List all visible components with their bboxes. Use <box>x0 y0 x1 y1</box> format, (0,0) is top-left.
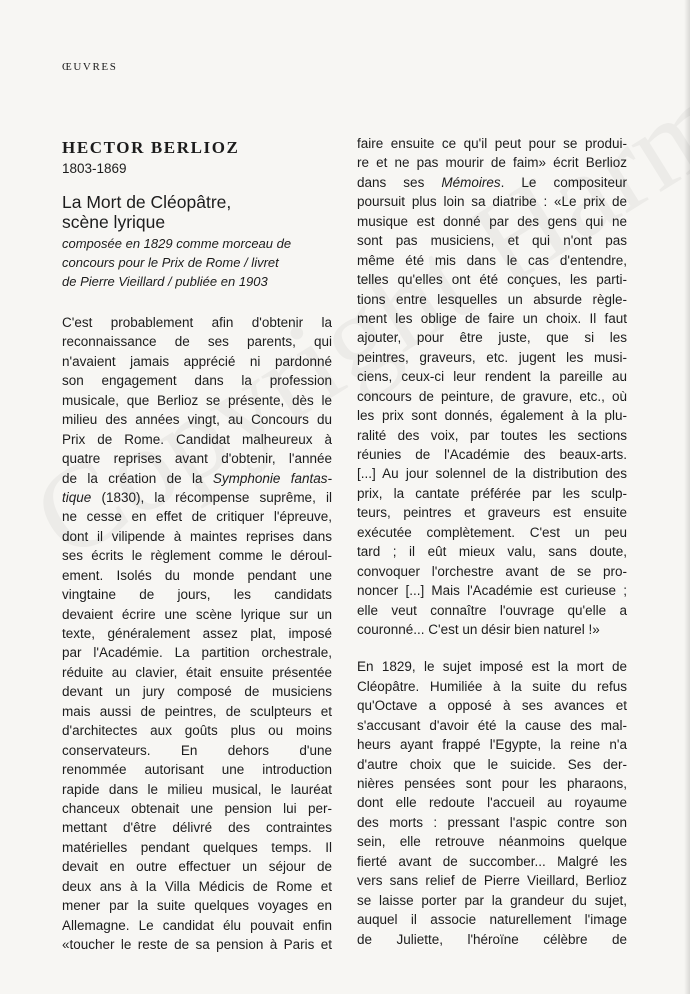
text-line: exécutée complètement. C'est un peu <box>357 524 627 540</box>
text-line: mettant d'être délivré des contraintes <box>62 820 332 836</box>
text-line: matérielles pendant quelques temps. Il <box>62 839 332 855</box>
composer-name: HECTOR BERLIOZ <box>62 138 240 157</box>
body-text-left <box>62 313 332 954</box>
text-line: par l'Académie. La partition orchestrale, <box>62 645 332 661</box>
text-line: concours de peinture, de gravure, etc., où <box>357 388 627 404</box>
text-line: heurs ayant frappé l'Egypte, la reine n'a <box>357 737 627 753</box>
work-title-line: scène lyrique <box>62 212 166 232</box>
body-text-right-paragraph-1 <box>357 134 627 639</box>
text-line: dont elle redoute l'accueil au royaume <box>357 795 627 811</box>
text-line: même été mis dans le cas d'entendre, <box>357 252 627 268</box>
work-title-line: La Mort de Cléopâtre, <box>62 192 232 212</box>
text-line: C'est probablement afin d'obtenir la <box>62 315 332 330</box>
text-line: musicale, que Berlioz se présente, dès le <box>62 392 332 408</box>
text-line: les prix sont donnés, également à la plu- <box>357 408 627 424</box>
text-line: ment les oblige de faire un choix. Il faut <box>357 310 627 326</box>
text-line: conservateurs. En dehors d'une <box>62 742 332 758</box>
text-line: renommée autorisant une introduction <box>62 762 332 778</box>
text-line: devait en outre effectuer un séjour de <box>62 859 332 875</box>
paragraph-gap <box>357 639 627 657</box>
text-line: réunies de l'Académie des beaux-arts. <box>357 447 627 462</box>
text-line: ciens, ceux-ci leur rendent la pareille au <box>357 369 627 385</box>
text-line: dont il vilipende à maintes reprises dans <box>62 528 332 544</box>
text-line: vers sans relief de Pierre Vieillard, Berlioz <box>357 873 627 889</box>
text-line: devant un jury composé de musiciens <box>62 684 332 700</box>
text-line: couronné... C'est un désir bien naturel !» <box>357 621 600 637</box>
text-line: fierté avant de succomber... Malgré les <box>357 853 627 869</box>
text-line: qu'Octave a opposé à ses avances et <box>357 698 627 714</box>
text-line: devaient écrire une scène lyrique sur un <box>62 606 332 622</box>
text-line: Cléopâtre. Humiliée à la suite du refus <box>357 678 627 694</box>
text-line: tions entre lesquelles un absurde règle- <box>357 291 627 307</box>
text-line: sein, elle retrouve néanmoins quelque <box>357 834 627 850</box>
text-line: ralité des voix, par toutes les sections <box>357 427 627 443</box>
text-line: peintres, graveurs, etc. jugent les musi- <box>357 349 627 365</box>
text-line: reconnaissance de ses parents, qui <box>62 334 332 350</box>
text-line: auquel il associe naturellement l'image <box>357 912 627 928</box>
text-line: poursuit plus loin sa diatribe : «Le prix de <box>357 194 627 210</box>
text-line: tard ; il eût mieux valu, sans doute, <box>357 544 627 560</box>
section-label: ŒUVRES <box>62 61 118 73</box>
text-line: ajouter, pour être juste, que si les <box>357 330 627 346</box>
text-line: ne cesse en effet de critiquer l'épreuve, <box>62 509 332 525</box>
text-line: de la création de la Symphonie fantas- <box>62 470 332 486</box>
text-line: mais aussi de peintres, de sculpteurs et <box>62 703 332 719</box>
text-line: [...] Au jour solennel de la distribution des <box>357 466 627 482</box>
work-subtitle <box>62 234 332 291</box>
text-line: re et ne pas mourir de faim» écrit Berlioz <box>357 155 627 171</box>
text-line: ses écrits le règlement comme le déroul- <box>62 548 332 564</box>
text-line: faire ensuite ce qu'il peut pour se produi- <box>357 136 627 151</box>
text-line: ement. Isolés du monde pendant une <box>62 567 332 583</box>
composer-dates: 1803-1869 <box>62 161 127 176</box>
subtitle-line: de Pierre Vieillard / publiée en 1903 <box>62 274 268 289</box>
text-line: se laisse porter par la grandeur du sujet, <box>357 892 627 908</box>
text-line: mener par la suite quelques voyages en <box>62 898 332 914</box>
text-line: Prix de Rome. Candidat malheureux à <box>62 431 332 447</box>
text-line: En 1829, le sujet imposé est la mort de <box>357 659 627 675</box>
text-line: sont pas musiciens, et qui n'ont pas <box>357 233 627 249</box>
text-line: teurs, peintres et graveurs est ensuite <box>357 505 627 521</box>
text-line: prix, la cantate préférée par les sculp- <box>357 485 627 501</box>
body-text-right-paragraph-2 <box>357 657 627 949</box>
text-line: quatre reprises avant d'obtenir, l'année <box>62 451 332 467</box>
text-line: vingtaine de jours, les candidats <box>62 587 332 603</box>
text-line: dans ses Mémoires. Le compositeur <box>357 174 627 190</box>
text-line: rapide dans le milieu musical, le lauréat <box>62 781 332 797</box>
text-line: elle veut connaître l'ouvrage qu'elle a <box>357 602 627 618</box>
text-line: Allemagne. Le candidat élu pouvait enfin <box>62 917 332 933</box>
right-column <box>357 134 627 949</box>
text-line: des morts : pressant l'aspic contre son <box>357 814 627 830</box>
page-edge-shadow <box>684 0 690 994</box>
text-line: milieu des années vingt, au Concours du <box>62 412 332 428</box>
text-line: texte, généralement assez plat, imposé <box>62 626 332 641</box>
text-line: nières pensées sont pour les pharaons, <box>357 776 627 791</box>
left-column <box>62 138 332 954</box>
text-line: deux ans à la Villa Médicis de Rome et <box>62 878 332 894</box>
text-line: d'architectes aux goûts plus ou moins <box>62 723 332 739</box>
text-line: s'accusant d'avoir été la cause des mal- <box>357 717 627 733</box>
text-line: telles qu'elles ont été conçues, les parti- <box>357 272 627 288</box>
text-line: n'avaient jamais apprécié ni pardonné <box>62 353 332 369</box>
text-line: noncer [...] Mais l'Académie est curieuse ; <box>357 583 627 599</box>
subtitle-line: concours pour le Prix de Rome / livret <box>62 255 279 270</box>
text-line: musique est donné par des gens qui ne <box>357 213 627 229</box>
text-line: d'autre choix que le suicide. Ses der- <box>357 756 627 772</box>
text-line: convoquer l'orchestre avant de se pro- <box>357 563 627 579</box>
text-line: tique (1830), la récompense suprême, il <box>62 489 332 505</box>
text-line: chanceux obtenait une pension lui per- <box>62 800 332 816</box>
text-line: son engagement dans la profession <box>62 373 332 389</box>
subtitle-line: composée en 1829 comme morceau de <box>62 236 292 251</box>
work-title <box>62 192 332 232</box>
text-line: réduite au clavier, était ensuite présentée <box>62 664 332 680</box>
text-line: «toucher le reste de sa pension à Paris et <box>62 937 332 952</box>
text-line: de Juliette, l'héroïne célèbre de <box>357 931 627 947</box>
